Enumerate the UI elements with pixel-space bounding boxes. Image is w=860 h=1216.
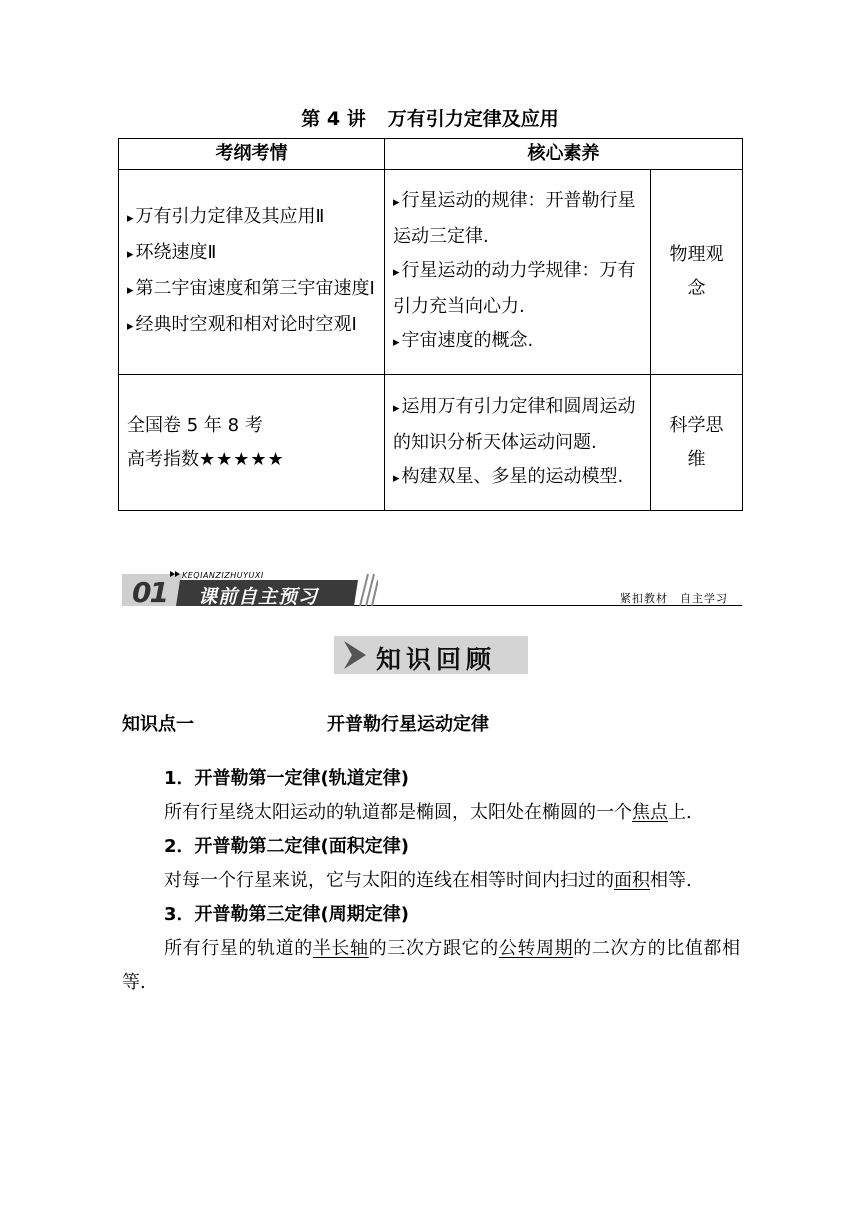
exam-index-label: 高考指数: [127, 448, 199, 470]
review-label: 知识回顾: [376, 645, 497, 674]
motto-right: 自主学习: [680, 592, 728, 605]
list-item: ▸ 运用万有引力定律和圆周运动的知识分析天体运动问题.: [393, 390, 642, 460]
list-item: ▸ 环绕速度Ⅱ: [127, 236, 376, 272]
law-text-part: 所有行星绕太阳运动的轨道都是椭圆，太阳处在椭圆的一个: [164, 802, 632, 823]
literacy-points: [385, 375, 651, 511]
star-rating: ★★★★★: [199, 448, 285, 470]
list-item: ▸ 第二宇宙速度和第三宇宙速度Ⅰ: [127, 272, 376, 308]
knowledge-point-header: [122, 710, 489, 736]
knowledge-point-label: 知识点一: [122, 714, 194, 735]
law-text: [122, 796, 740, 830]
section-subtitle: KEQIANZIZHUYUXI: [182, 571, 264, 580]
key-term: 公转周期: [498, 938, 574, 959]
section-title: 课前自主预习: [198, 586, 319, 608]
literacy-category: 科学思维: [651, 375, 743, 511]
key-term: 焦点: [632, 802, 668, 823]
list-item: ▸ 宇宙速度的概念.: [393, 324, 642, 360]
law-heading: 1．开普勒第一定律(轨道定律): [164, 768, 409, 789]
section-motto: [620, 590, 728, 606]
list-item: ▸ 构建双星、多星的运动模型.: [393, 460, 642, 496]
list-item: ▸ 万有引力定律及其应用Ⅱ: [127, 200, 376, 236]
motto-left: 紧扣教材: [620, 592, 668, 605]
law-text: [122, 864, 740, 898]
literacy-category: 物理观念: [651, 170, 743, 375]
list-item: ▸ 经典时空观和相对论时空观Ⅰ: [127, 308, 376, 344]
law-heading: 2．开普勒第二定律(面积定律): [164, 836, 409, 857]
list-item: ▸ 行星运动的规律：开普勒行星运动三定律.: [393, 184, 642, 254]
table-row: [119, 375, 743, 511]
exam-frequency: 全国卷 5 年 8 考: [127, 414, 263, 436]
lecture-name: 万有引力定律及应用: [387, 108, 559, 130]
knowledge-point-title: 开普勒行星运动定律: [327, 714, 489, 735]
literacy-points: [385, 170, 651, 375]
review-box: [334, 636, 528, 674]
law-text-part: 对每一个行星来说，它与太阳的连线在相等时间内扫过的: [164, 870, 614, 891]
exam-index: [127, 443, 376, 477]
section-banner: [122, 570, 742, 608]
law-heading: 3．开普勒第三定律(周期定律): [164, 904, 409, 925]
table-header-row: [119, 139, 743, 170]
law-text-part: 所有行星的轨道的: [164, 938, 313, 959]
syllabus-items: [119, 170, 385, 375]
law-text: [122, 932, 740, 1000]
law-text-part: 上.: [668, 802, 692, 823]
table-row: [119, 170, 743, 375]
exam-info: [119, 375, 385, 511]
law-text-part: 的二次方的比值都相等.: [122, 938, 741, 993]
header-syllabus: 考纲考情: [119, 139, 385, 170]
header-core-literacy: 核心素养: [385, 139, 743, 170]
lecture-title: [0, 104, 860, 131]
law-text-part: 的三次方跟它的: [368, 938, 499, 959]
key-term: 半长轴: [312, 938, 369, 959]
arrow-right-icon: [342, 641, 368, 669]
key-term: 面积: [614, 870, 650, 891]
syllabus-table: [118, 138, 743, 511]
laws-section: [122, 762, 740, 1000]
law-text-part: 相等.: [650, 870, 692, 891]
list-item: ▸ 行星运动的动力学规律：万有引力充当向心力.: [393, 254, 642, 324]
section-number: 01: [132, 576, 167, 609]
lecture-number: 第 4 讲: [301, 108, 366, 130]
